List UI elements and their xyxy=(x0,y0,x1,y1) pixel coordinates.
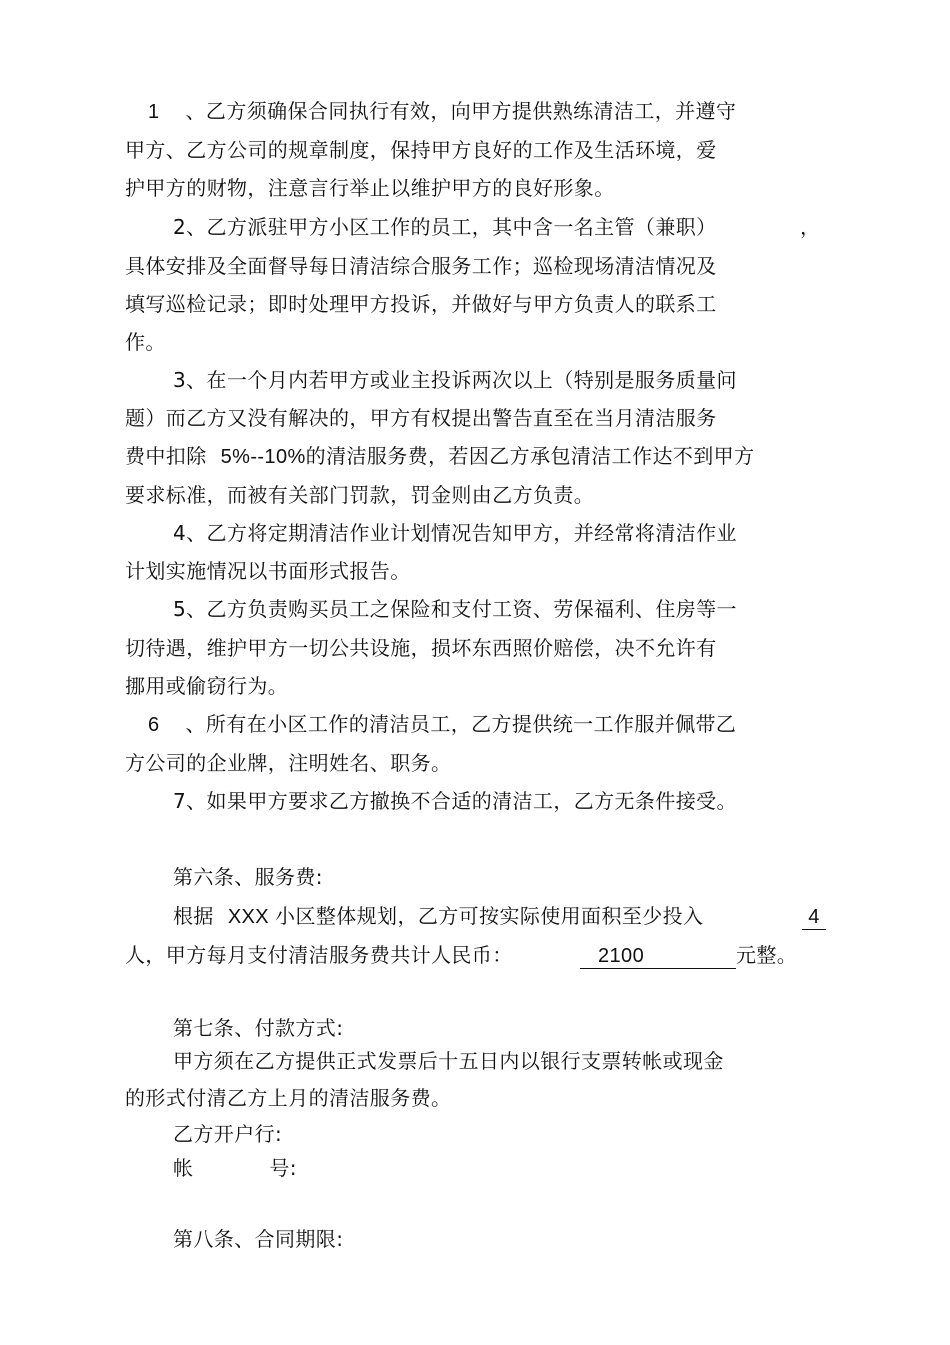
clause-1-line-3: 护甲方的财物，注意言行举止以维护甲方的良好形象。 xyxy=(125,176,615,200)
clause-6-line-2: 方公司的企业牌，注明姓名、职务。 xyxy=(125,751,452,775)
clause-1-line-1: 1 、乙方须确保合同执行有效，向甲方提供熟练清洁工，并遵守 xyxy=(148,99,737,123)
clause-4-line-1: 4、乙方将定期清洁作业计划情况告知甲方，并经常将清洁作业 xyxy=(173,521,737,545)
clause-2-line-1-comma: ， xyxy=(800,215,821,239)
monthly-fee-field: 2100 元整。 xyxy=(580,940,797,970)
staff-count-field xyxy=(802,901,826,931)
clause-7-line-1: 7、如果甲方要求乙方撤换不合适的清洁工，乙方无条件接受。 xyxy=(173,789,737,813)
clause-5-line-3: 挪用或偷窃行为。 xyxy=(125,674,289,698)
clause-3-line-4: 要求标准，而被有关部门罚款，罚金则由乙方负责。 xyxy=(125,483,595,507)
account-label: 帐 号: xyxy=(173,1156,297,1180)
article-6-heading: 第六条、服务费: xyxy=(173,865,323,889)
clause-2-line-2: 具体安排及全面督导每日清洁综合服务工作；巡检现场清洁情况及 xyxy=(125,254,717,278)
clause-3-line-2: 题）而乙方又没有解决的，甲方有权提出警告直至在当月清洁服务 xyxy=(125,406,717,430)
article-7-line-1: 甲方须在乙方提供正式发票后十五日内以银行支票转帐或现金 xyxy=(173,1049,724,1073)
clause-5-line-1: 5、乙方负责购买员工之保险和支付工资、劳保福利、住房等一 xyxy=(173,597,737,621)
clause-2-line-1: 2、乙方派驻甲方小区工作的员工，其中含一名主管（兼职） xyxy=(173,215,717,239)
clause-4-line-2: 计划实施情况以书面形式报告。 xyxy=(125,559,411,583)
clause-6-line-1: 6 、所有在小区工作的清洁员工，乙方提供统一工作服并佩带乙 xyxy=(148,712,737,736)
clause-3-line-3: 费中扣除 5%--10%的清洁服务费，若因乙方承包清洁工作达不到甲方 xyxy=(125,444,755,468)
project-name: XXX xyxy=(227,906,270,928)
article-6-line-2: 人，甲方每月支付清洁服务费共计人民币： xyxy=(125,943,513,967)
clause-1-line-2: 甲方、乙方公司的规章制度，保持甲方良好的工作及生活环境，爱 xyxy=(125,138,717,162)
penalty-percentage: 5%--10% xyxy=(220,446,306,468)
clause-3-line-1: 3、在一个月内若甲方或业主投诉两次以上（特别是服务质量问 xyxy=(173,368,737,392)
article-7-line-2: 的形式付清乙方上月的清洁服务费。 xyxy=(125,1086,452,1110)
monthly-fee-value: 2100 xyxy=(598,945,645,967)
clause-2-line-3: 填写巡检记录；即时处理甲方投诉，并做好与甲方负责人的联系工 xyxy=(125,292,717,316)
bank-label: 乙方开户行: xyxy=(173,1122,283,1146)
article-8-heading: 第八条、合同期限: xyxy=(173,1227,344,1251)
clause-5-line-2: 切待遇，维护甲方一切公共设施，损坏东西照价赔偿，决不允许有 xyxy=(125,636,717,660)
article-7-heading: 第七条、付款方式: xyxy=(173,1016,344,1040)
clause-2-line-4: 作。 xyxy=(125,330,166,354)
article-6-line-1: 根据 XXX 小区整体规划，乙方可按实际使用面积至少投入 xyxy=(173,904,704,928)
staff-count-value: 4 xyxy=(802,905,826,930)
